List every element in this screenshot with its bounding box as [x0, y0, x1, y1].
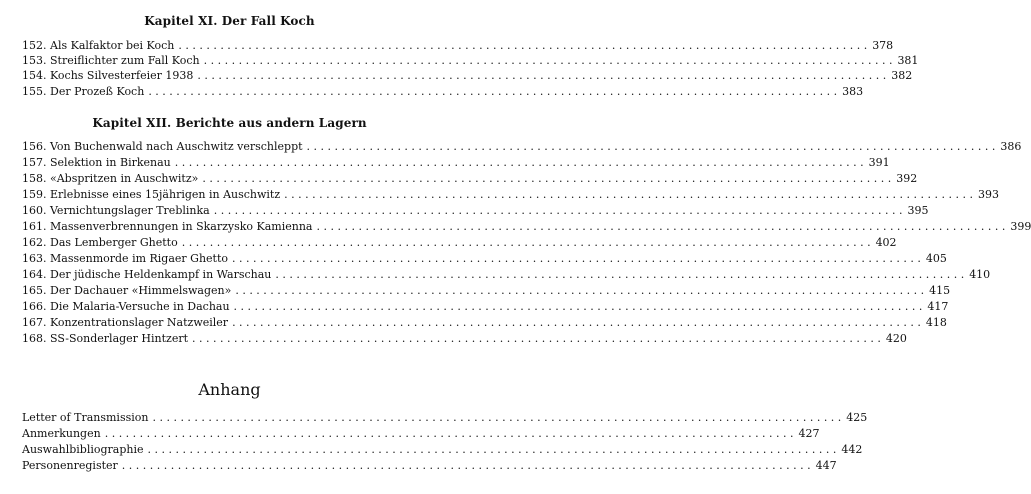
entry-number: 165. [22, 284, 47, 297]
entry-number: 164. [22, 268, 47, 281]
entry-title: Anmerkungen [22, 427, 101, 440]
entry-title: Als Kalfaktor bei Koch [50, 39, 175, 52]
chapter-xi-heading: Kapitel XI. Der Fall Koch [144, 14, 315, 28]
toc-entry [22, 68, 913, 83]
entry-number: 152. [22, 39, 47, 52]
toc-entry [22, 235, 897, 250]
entry-page: 393 [977, 188, 999, 201]
leader-dots [214, 203, 903, 218]
leader-dots [235, 283, 924, 298]
leader-dots [122, 458, 811, 473]
entry-page: 420 [885, 332, 907, 345]
leader-dots [275, 267, 964, 282]
toc-entry [22, 139, 1022, 154]
toc-entry [22, 187, 999, 202]
toc-entry [22, 38, 894, 53]
entry-page: 383 [842, 85, 864, 98]
entry-title: Massenmorde im Rigaer Ghetto [50, 252, 229, 265]
leader-dots [178, 38, 867, 53]
entry-title: Der jüdische Heldenkampf in Warschau [50, 268, 272, 281]
entry-page: 425 [846, 411, 868, 424]
toc-entry [22, 251, 947, 266]
entry-page: 386 [1000, 140, 1022, 153]
entry-number: 162. [22, 236, 47, 249]
toc-entry [22, 53, 919, 68]
leader-dots [197, 68, 886, 83]
entry-number: 167. [22, 316, 47, 329]
toc-entry [22, 171, 918, 186]
entry-title: SS-Sonderlager Hintzert [50, 332, 189, 345]
leader-dots [202, 171, 891, 186]
toc-entry [22, 299, 949, 314]
entry-title: Konzentrationslager Natzweiler [50, 316, 229, 329]
leader-dots [307, 139, 996, 154]
entry-page: 415 [929, 284, 951, 297]
entry-title: Von Buchenwald nach Auschwitz verschleppt [50, 140, 303, 153]
entry-number: 166. [22, 300, 47, 313]
entry-page: 427 [798, 427, 820, 440]
leader-dots [148, 84, 837, 99]
toc-entry [22, 203, 929, 218]
toc-entry [22, 331, 907, 346]
entry-title: Auswahlbibliographie [22, 443, 144, 456]
leader-dots [317, 219, 1006, 234]
toc-entry [22, 442, 863, 457]
entry-page: 410 [969, 268, 991, 281]
entry-number: 168. [22, 332, 47, 345]
leader-dots [192, 331, 881, 346]
toc-entry [22, 155, 890, 170]
entry-page: 382 [891, 69, 913, 82]
entry-page: 417 [927, 300, 949, 313]
leader-dots [232, 251, 921, 266]
entry-number: 155. [22, 85, 47, 98]
entry-number: 161. [22, 220, 47, 233]
toc-entry [22, 410, 868, 425]
entry-page: 378 [872, 39, 894, 52]
entry-page: 399 [1010, 220, 1031, 233]
toc-entry [22, 84, 864, 99]
entry-title: Der Prozeß Koch [50, 85, 145, 98]
entry-page: 392 [896, 172, 918, 185]
toc-entry [22, 458, 837, 473]
entry-page: 391 [868, 156, 890, 169]
leader-dots [234, 299, 923, 314]
toc-entry [22, 426, 820, 441]
entry-title: Massenverbrennungen in Skarzysko Kamienna [50, 220, 313, 233]
leader-dots [204, 53, 893, 68]
leader-dots [175, 155, 864, 170]
leader-dots [105, 426, 794, 441]
chapter-xii-heading: Kapitel XII. Berichte aus andern Lagern [92, 116, 367, 130]
toc-entry [22, 315, 947, 330]
entry-number: 153. [22, 54, 47, 67]
entry-number: 163. [22, 252, 47, 265]
entry-title: «Abspritzen in Auschwitz» [50, 172, 199, 185]
leader-dots [232, 315, 921, 330]
toc-entry [22, 267, 991, 282]
entry-page: 402 [875, 236, 897, 249]
entry-title: Die Malaria-Versuche in Dachau [50, 300, 230, 313]
entry-title: Selektion in Birkenau [50, 156, 171, 169]
entry-title: Erlebnisse eines 15jährigen in Auschwitz [50, 188, 281, 201]
entry-page: 405 [925, 252, 947, 265]
entry-title: Das Lemberger Ghetto [50, 236, 178, 249]
leader-dots [284, 187, 973, 202]
entry-number: 159. [22, 188, 47, 201]
leader-dots [152, 410, 841, 425]
entry-title: Kochs Silvesterfeier 1938 [50, 69, 194, 82]
entry-page: 442 [841, 443, 863, 456]
entry-title: Vernichtungslager Treblinka [50, 204, 210, 217]
entry-number: 158. [22, 172, 47, 185]
leader-dots [182, 235, 871, 250]
entry-page: 395 [907, 204, 929, 217]
entry-page: 381 [897, 54, 919, 67]
entry-number: 156. [22, 140, 47, 153]
entry-number: 154. [22, 69, 47, 82]
entry-page: 418 [925, 316, 947, 329]
entry-title: Streiflichter zum Fall Koch [50, 54, 200, 67]
entry-title: Personenregister [22, 459, 118, 472]
entry-title: Der Dachauer «Himmelswagen» [50, 284, 232, 297]
toc-entry [22, 283, 951, 298]
toc-entry [22, 219, 1031, 234]
entry-page: 447 [815, 459, 837, 472]
entry-title: Letter of Transmission [22, 411, 149, 424]
entry-number: 157. [22, 156, 47, 169]
appendix-heading: Anhang [198, 380, 261, 399]
leader-dots [148, 442, 837, 457]
entry-number: 160. [22, 204, 47, 217]
